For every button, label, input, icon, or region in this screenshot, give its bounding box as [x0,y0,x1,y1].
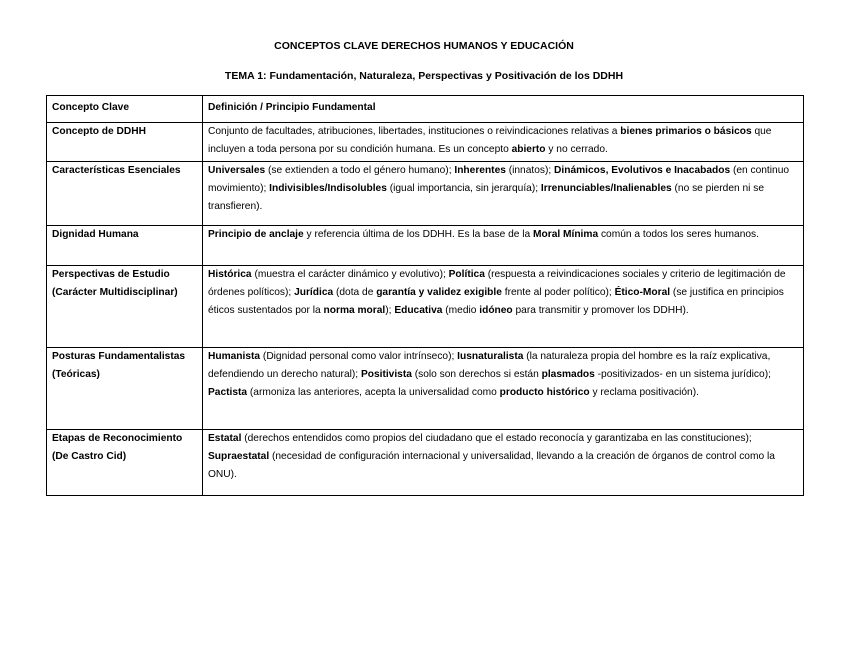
table-row [47,430,804,496]
row-definition: Histórica (muestra el carácter dinámico y evolutivo); Política (respuesta a reivindicaciones sociales y criterio de legitimación de órdenes políticos); Jurídica (dota de garantía y validez exigible frente al poder político); Ético-Moral (se justifica en principios éticos sustentados por la norma moral); Educativa (medio idóneo para transmitir y promover los DDHH). [203,266,804,348]
table-row [47,226,804,266]
row-concept: Posturas Fundamentalistas (Teóricas) [47,348,203,430]
row-definition: Estatal (derechos entendidos como propios del ciudadano que el estado reconocía y garantizaba en las constituciones); Supraestatal (necesidad de configuración internacional y universalidad, llevando a la creación de órganos de control como la ONU). [203,430,804,496]
header-definition: Definición / Principio Fundamental [203,96,804,123]
document-subtitle: TEMA 1: Fundamentación, Naturaleza, Perspectivas y Positivación de los DDHH [224,70,624,82]
table-row [47,162,804,226]
table-row [47,348,804,430]
row-concept: Etapas de Reconocimiento (De Castro Cid) [47,430,203,496]
row-concept: Concepto de DDHH [47,123,203,162]
row-definition: Humanista (Dignidad personal como valor intrínseco); Iusnaturalista (la naturaleza propia del hombre es la raíz explicativa, defendiendo un derecho natural); Positivista (solo son derechos si están plasmados -positivizados- en un sistema jurídico); Pactista (armoniza las anteriores, acepta la universalidad como producto histórico y reclama positivación). [203,348,804,430]
row-definition: Principio de anclaje y referencia última de los DDHH. Es la base de la Moral Mínima común a todos los seres humanos. [203,226,804,266]
header-concept: Concepto Clave [47,96,203,123]
row-concept: Características Esenciales [47,162,203,226]
row-concept: Perspectivas de Estudio (Carácter Multidisciplinar) [47,266,203,348]
row-definition: Conjunto de facultades, atribuciones, libertades, instituciones o reivindicaciones relativas a bienes primarios o básicos que incluyen a toda persona por su condición humana. Es un concepto abierto y no cerrado. [203,123,804,162]
table-row [47,123,804,162]
table-row [47,266,804,348]
row-concept: Dignidad Humana [47,226,203,266]
document-title: CONCEPTOS CLAVE DERECHOS HUMANOS Y EDUCACIÓN [274,40,574,52]
table-header-row [47,96,804,123]
row-definition: Universales (se extienden a todo el género humano); Inherentes (innatos); Dinámicos, Evolutivos e Inacabados (en continuo movimiento); Indivisibles/Indisolubles (igual importancia, sin jerarquía); Irrenunciables/Inalienables (no se pierden ni se transfieren). [203,162,804,226]
concepts-table [46,95,804,496]
